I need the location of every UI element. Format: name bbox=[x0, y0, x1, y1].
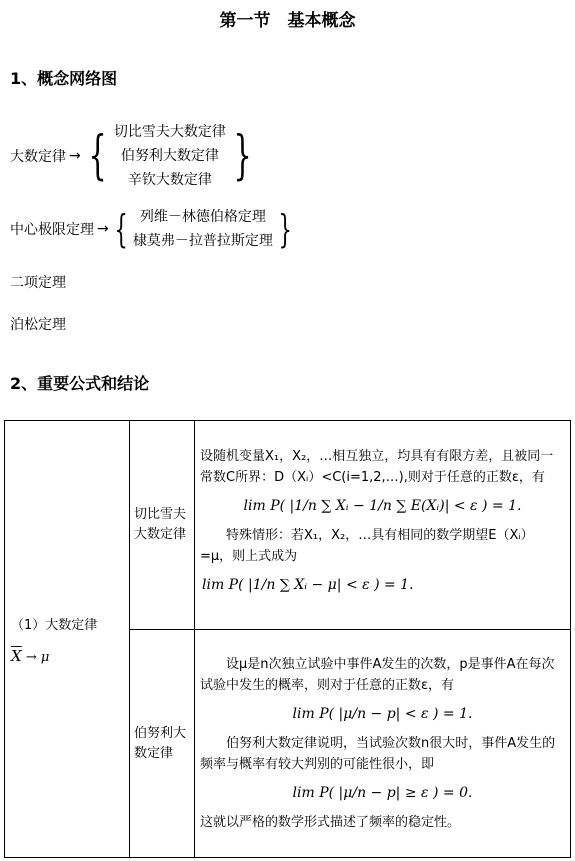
bernoulli-formula-1: lim P( |μ/n − p| < ε ) = 1. bbox=[292, 706, 473, 722]
tree-items-clt bbox=[133, 204, 273, 254]
tree-items-lln bbox=[114, 118, 226, 194]
tree-item: 伯努利大数定律 bbox=[120, 148, 219, 164]
concept-tree-lln bbox=[10, 118, 259, 194]
bernoulli-formula-2: lim P( |μ/n − p| ≥ ε ) = 0. bbox=[292, 785, 473, 801]
tree-item: 切比雪夫大数定律 bbox=[113, 124, 226, 140]
chebyshev-statement: 设随机变量X₁，X₂，…相互独立，均具有有限方差，且被同一常数C所界：D（Xᵢ）<C(i=1,2,…),则对于任意的正数ε，有 bbox=[200, 449, 554, 485]
theorem-body-chebyshev bbox=[195, 421, 571, 630]
chebyshev-special-case: 特殊情形：若X₁，X₂，…具有相同的数学期望E（Xᵢ）=μ，则上式成为 bbox=[200, 528, 534, 564]
left-brace-icon: { bbox=[114, 207, 128, 251]
bernoulli-conclusion: 这就以严格的数学形式描述了频率的稳定性。 bbox=[200, 815, 461, 830]
concept-poisson: 泊松定理 bbox=[10, 317, 66, 333]
left-brace-icon: { bbox=[88, 126, 107, 186]
theorem-name-chebyshev: 切比雪夫大数定律 bbox=[130, 421, 195, 630]
right-brace-icon: } bbox=[278, 207, 292, 251]
row-label-cell bbox=[5, 421, 130, 858]
section-heading-concept-map: 1、概念网络图 bbox=[10, 69, 118, 88]
row-label: （1）大数定律 bbox=[11, 617, 98, 633]
tree-item: 棣莫弗－拉普拉斯定理 bbox=[132, 233, 273, 249]
concept-binomial: 二项定理 bbox=[10, 275, 66, 291]
tree-item: 列维－林德伯格定理 bbox=[139, 209, 266, 225]
bernoulli-explanation: 伯努利大数定律说明，当试验次数n很大时，事件A发生的频率与概率有较大判别的可能性很小，即 bbox=[200, 736, 556, 772]
chebyshev-formula-2: lim P( |1/n ∑ Xᵢ − μ| < ε ) = 1. bbox=[202, 577, 414, 593]
table-row bbox=[5, 421, 571, 630]
section-heading-formulas: 2、重要公式和结论 bbox=[10, 374, 150, 393]
arrow-icon: → bbox=[97, 221, 109, 237]
theorem-name-bernoulli: 伯努利大数定律 bbox=[130, 630, 195, 858]
tree-item: 辛钦大数定律 bbox=[127, 172, 212, 188]
page-title: 第一节 基本概念 bbox=[219, 11, 356, 31]
right-brace-icon: } bbox=[233, 126, 252, 186]
tree-root-clt: 中心极限定理 → bbox=[10, 221, 109, 238]
arrow-icon: → bbox=[69, 148, 81, 164]
formula-table bbox=[4, 420, 571, 858]
tree-root-lln: 大数定律 → bbox=[10, 148, 81, 165]
concept-tree-clt bbox=[10, 204, 297, 254]
bernoulli-statement: 设μ是n次独立试验中事件A发生的次数，p是事件A在每次试验中发生的概率，则对于任意的正数ε，有 bbox=[200, 657, 555, 693]
theorem-body-bernoulli bbox=[195, 630, 571, 858]
chebyshev-formula-1: lim P( |1/n ∑ Xᵢ − 1/n ∑ E(Xᵢ)| < ε ) = 1. bbox=[243, 498, 522, 514]
row-formula: $\overline{X} \to \mu$ bbox=[11, 646, 50, 665]
